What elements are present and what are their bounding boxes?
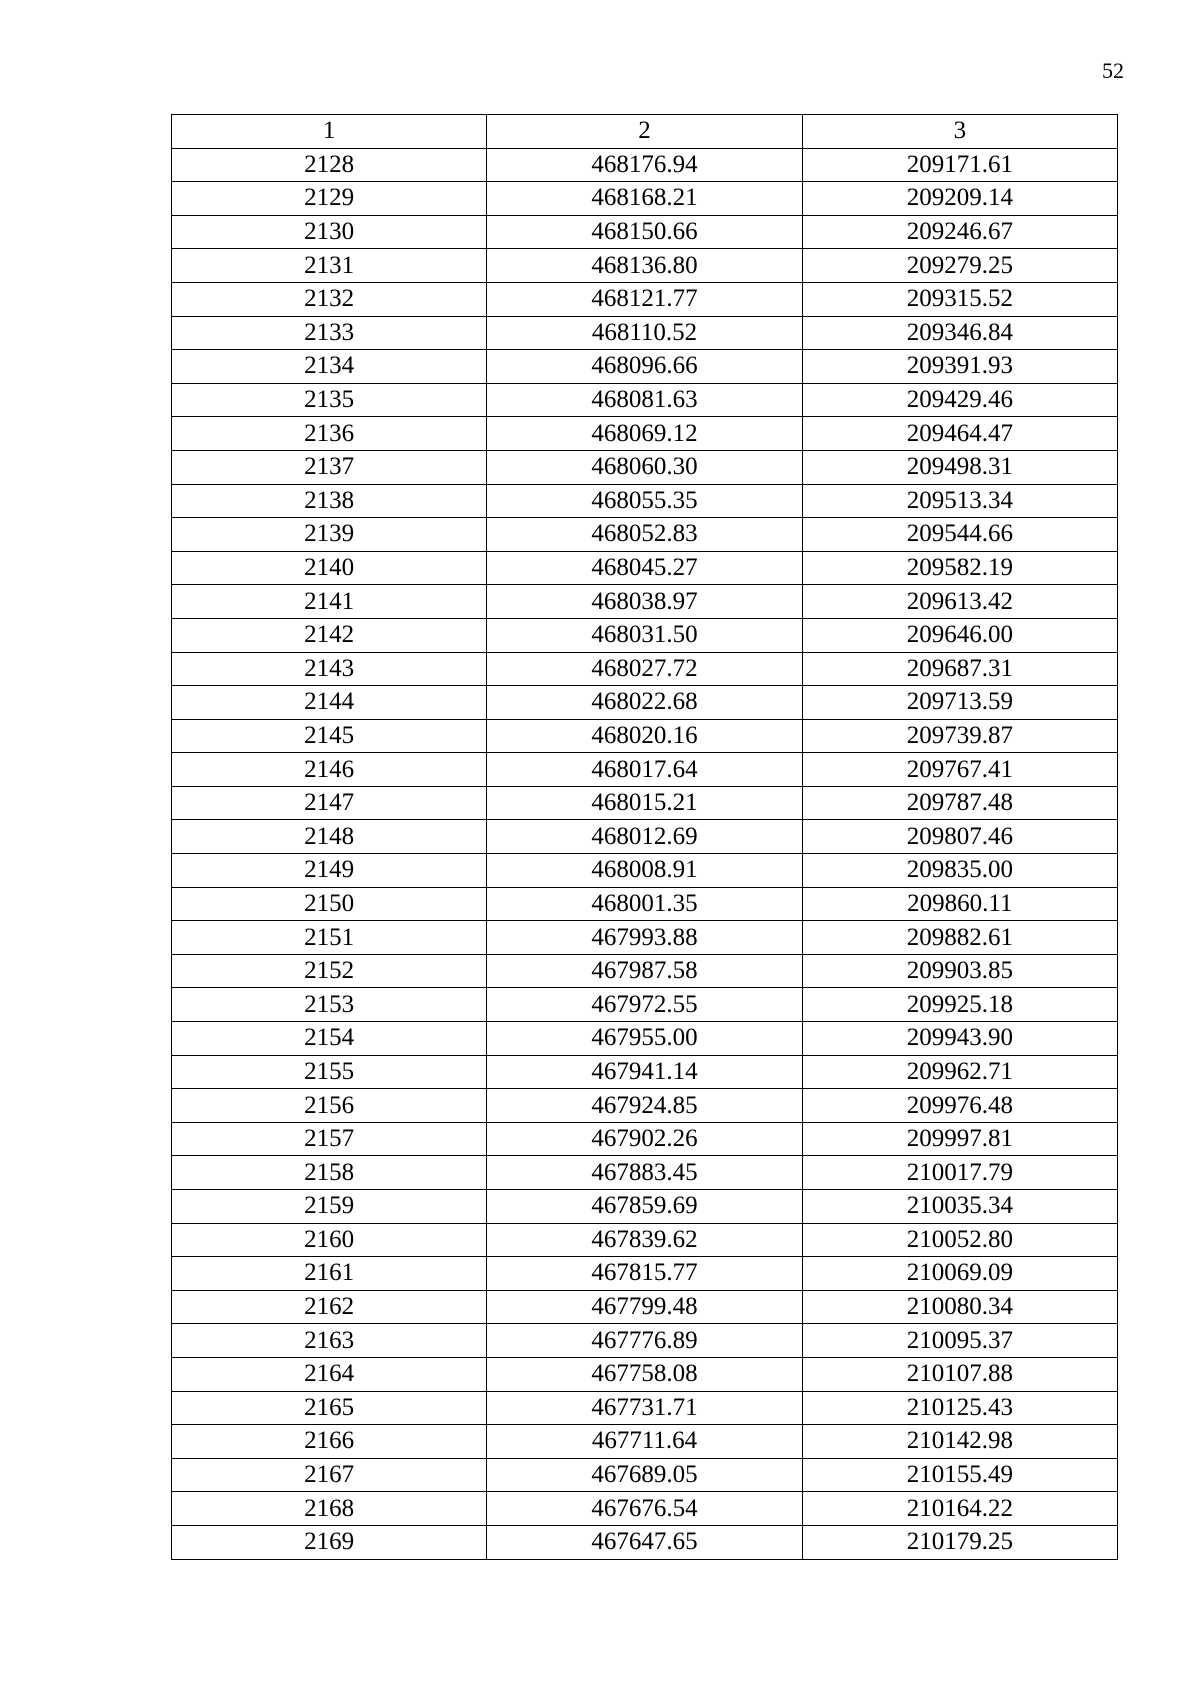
x-coordinate-cell: 467776.89 <box>487 1324 802 1358</box>
table-row <box>172 988 1118 1022</box>
table-row <box>172 786 1118 820</box>
y-coordinate-cell: 210017.79 <box>802 1156 1117 1190</box>
y-coordinate-cell: 209713.59 <box>802 686 1117 720</box>
x-coordinate-cell: 467839.62 <box>487 1223 802 1257</box>
y-coordinate-cell: 209687.31 <box>802 652 1117 686</box>
y-coordinate-cell: 209976.48 <box>802 1089 1117 1123</box>
table-row <box>172 1458 1118 1492</box>
point-number-cell: 2128 <box>172 148 487 182</box>
y-coordinate-cell: 210155.49 <box>802 1458 1117 1492</box>
table-row <box>172 1290 1118 1324</box>
x-coordinate-cell: 468069.12 <box>487 417 802 451</box>
y-coordinate-cell: 209279.25 <box>802 249 1117 283</box>
table-row <box>172 484 1118 518</box>
table-row <box>172 350 1118 384</box>
y-coordinate-cell: 210080.34 <box>802 1290 1117 1324</box>
x-coordinate-cell: 468012.69 <box>487 820 802 854</box>
x-coordinate-cell: 468017.64 <box>487 753 802 787</box>
y-coordinate-cell: 209835.00 <box>802 854 1117 888</box>
table-row <box>172 1022 1118 1056</box>
y-coordinate-cell: 210107.88 <box>802 1357 1117 1391</box>
y-coordinate-cell: 209807.46 <box>802 820 1117 854</box>
header-cell: 3 <box>802 115 1117 149</box>
y-coordinate-cell: 209582.19 <box>802 551 1117 585</box>
x-coordinate-cell: 468045.27 <box>487 551 802 585</box>
table-row <box>172 282 1118 316</box>
point-number-cell: 2166 <box>172 1425 487 1459</box>
point-number-cell: 2151 <box>172 921 487 955</box>
point-number-cell: 2134 <box>172 350 487 384</box>
x-coordinate-cell: 467955.00 <box>487 1022 802 1056</box>
header-cell: 1 <box>172 115 487 149</box>
y-coordinate-cell: 209498.31 <box>802 450 1117 484</box>
y-coordinate-cell: 209391.93 <box>802 350 1117 384</box>
point-number-cell: 2167 <box>172 1458 487 1492</box>
x-coordinate-cell: 467993.88 <box>487 921 802 955</box>
y-coordinate-cell: 210179.25 <box>802 1525 1117 1559</box>
x-coordinate-cell: 468096.66 <box>487 350 802 384</box>
point-number-cell: 2142 <box>172 618 487 652</box>
table-row <box>172 652 1118 686</box>
point-number-cell: 2155 <box>172 1055 487 1089</box>
point-number-cell: 2139 <box>172 518 487 552</box>
y-coordinate-cell: 209429.46 <box>802 383 1117 417</box>
x-coordinate-cell: 468020.16 <box>487 719 802 753</box>
table-row <box>172 686 1118 720</box>
y-coordinate-cell: 209544.66 <box>802 518 1117 552</box>
table-row <box>172 1055 1118 1089</box>
point-number-cell: 2159 <box>172 1190 487 1224</box>
x-coordinate-cell: 467883.45 <box>487 1156 802 1190</box>
table-row <box>172 820 1118 854</box>
point-number-cell: 2150 <box>172 887 487 921</box>
x-coordinate-cell: 468052.83 <box>487 518 802 552</box>
point-number-cell: 2165 <box>172 1391 487 1425</box>
y-coordinate-cell: 210069.09 <box>802 1257 1117 1291</box>
x-coordinate-cell: 468038.97 <box>487 585 802 619</box>
x-coordinate-cell: 467731.71 <box>487 1391 802 1425</box>
table-row <box>172 1190 1118 1224</box>
x-coordinate-cell: 468081.63 <box>487 383 802 417</box>
point-number-cell: 2135 <box>172 383 487 417</box>
x-coordinate-cell: 468121.77 <box>487 282 802 316</box>
x-coordinate-cell: 467924.85 <box>487 1089 802 1123</box>
table-row <box>172 887 1118 921</box>
x-coordinate-cell: 467647.65 <box>487 1525 802 1559</box>
point-number-cell: 2156 <box>172 1089 487 1123</box>
y-coordinate-cell: 209962.71 <box>802 1055 1117 1089</box>
header-cell: 2 <box>487 115 802 149</box>
x-coordinate-cell: 467941.14 <box>487 1055 802 1089</box>
point-number-cell: 2146 <box>172 753 487 787</box>
point-number-cell: 2160 <box>172 1223 487 1257</box>
table-row <box>172 1122 1118 1156</box>
table-row <box>172 854 1118 888</box>
y-coordinate-cell: 209646.00 <box>802 618 1117 652</box>
y-coordinate-cell: 209513.34 <box>802 484 1117 518</box>
y-coordinate-cell: 210164.22 <box>802 1492 1117 1526</box>
point-number-cell: 2148 <box>172 820 487 854</box>
x-coordinate-cell: 468055.35 <box>487 484 802 518</box>
x-coordinate-cell: 467799.48 <box>487 1290 802 1324</box>
x-coordinate-cell: 468110.52 <box>487 316 802 350</box>
table-row <box>172 551 1118 585</box>
x-coordinate-cell: 467859.69 <box>487 1190 802 1224</box>
point-number-cell: 2163 <box>172 1324 487 1358</box>
point-number-cell: 2157 <box>172 1122 487 1156</box>
table-row <box>172 182 1118 216</box>
y-coordinate-cell: 209209.14 <box>802 182 1117 216</box>
y-coordinate-cell: 210035.34 <box>802 1190 1117 1224</box>
table-row <box>172 417 1118 451</box>
point-number-cell: 2137 <box>172 450 487 484</box>
x-coordinate-cell: 468027.72 <box>487 652 802 686</box>
table-header <box>172 115 1118 149</box>
table-row <box>172 1492 1118 1526</box>
x-coordinate-cell: 468136.80 <box>487 249 802 283</box>
table-row <box>172 1391 1118 1425</box>
x-coordinate-cell: 468176.94 <box>487 148 802 182</box>
point-number-cell: 2143 <box>172 652 487 686</box>
table-row <box>172 1324 1118 1358</box>
point-number-cell: 2129 <box>172 182 487 216</box>
table-row <box>172 1257 1118 1291</box>
point-number-cell: 2158 <box>172 1156 487 1190</box>
x-coordinate-cell: 467972.55 <box>487 988 802 1022</box>
table-row <box>172 1089 1118 1123</box>
x-coordinate-cell: 467676.54 <box>487 1492 802 1526</box>
y-coordinate-cell: 209997.81 <box>802 1122 1117 1156</box>
y-coordinate-cell: 209943.90 <box>802 1022 1117 1056</box>
y-coordinate-cell: 209613.42 <box>802 585 1117 619</box>
x-coordinate-cell: 468015.21 <box>487 786 802 820</box>
point-number-cell: 2132 <box>172 282 487 316</box>
point-number-cell: 2161 <box>172 1257 487 1291</box>
table-row <box>172 148 1118 182</box>
point-number-cell: 2130 <box>172 215 487 249</box>
point-number-cell: 2169 <box>172 1525 487 1559</box>
header-row <box>172 115 1118 149</box>
table-row <box>172 450 1118 484</box>
y-coordinate-cell: 209739.87 <box>802 719 1117 753</box>
table-row <box>172 383 1118 417</box>
point-number-cell: 2153 <box>172 988 487 1022</box>
y-coordinate-cell: 210125.43 <box>802 1391 1117 1425</box>
point-number-cell: 2152 <box>172 954 487 988</box>
table-row <box>172 719 1118 753</box>
x-coordinate-cell: 467815.77 <box>487 1257 802 1291</box>
point-number-cell: 2131 <box>172 249 487 283</box>
point-number-cell: 2145 <box>172 719 487 753</box>
table-row <box>172 585 1118 619</box>
point-number-cell: 2136 <box>172 417 487 451</box>
y-coordinate-cell: 209860.11 <box>802 887 1117 921</box>
point-number-cell: 2138 <box>172 484 487 518</box>
y-coordinate-cell: 209903.85 <box>802 954 1117 988</box>
y-coordinate-cell: 210095.37 <box>802 1324 1117 1358</box>
x-coordinate-cell: 467758.08 <box>487 1357 802 1391</box>
table-row <box>172 215 1118 249</box>
table-row <box>172 249 1118 283</box>
x-coordinate-cell: 468031.50 <box>487 618 802 652</box>
x-coordinate-cell: 467987.58 <box>487 954 802 988</box>
x-coordinate-cell: 467711.64 <box>487 1425 802 1459</box>
x-coordinate-cell: 468008.91 <box>487 854 802 888</box>
table-row <box>172 753 1118 787</box>
y-coordinate-cell: 209246.67 <box>802 215 1117 249</box>
page-number: 52 <box>1102 58 1124 83</box>
y-coordinate-cell: 209315.52 <box>802 282 1117 316</box>
table-row <box>172 618 1118 652</box>
y-coordinate-cell: 209787.48 <box>802 786 1117 820</box>
y-coordinate-cell: 209925.18 <box>802 988 1117 1022</box>
point-number-cell: 2154 <box>172 1022 487 1056</box>
coordinates-table <box>171 114 1118 1560</box>
x-coordinate-cell: 468001.35 <box>487 887 802 921</box>
table-row <box>172 1156 1118 1190</box>
y-coordinate-cell: 210052.80 <box>802 1223 1117 1257</box>
y-coordinate-cell: 209882.61 <box>802 921 1117 955</box>
table-row <box>172 921 1118 955</box>
y-coordinate-cell: 209171.61 <box>802 148 1117 182</box>
table-row <box>172 1357 1118 1391</box>
x-coordinate-cell: 467902.26 <box>487 1122 802 1156</box>
table-row <box>172 954 1118 988</box>
table-row <box>172 1223 1118 1257</box>
y-coordinate-cell: 210142.98 <box>802 1425 1117 1459</box>
point-number-cell: 2168 <box>172 1492 487 1526</box>
y-coordinate-cell: 209464.47 <box>802 417 1117 451</box>
point-number-cell: 2133 <box>172 316 487 350</box>
point-number-cell: 2147 <box>172 786 487 820</box>
point-number-cell: 2144 <box>172 686 487 720</box>
table-body <box>172 148 1118 1559</box>
table-row <box>172 518 1118 552</box>
table-row <box>172 316 1118 350</box>
x-coordinate-cell: 467689.05 <box>487 1458 802 1492</box>
y-coordinate-cell: 209767.41 <box>802 753 1117 787</box>
table-row <box>172 1525 1118 1559</box>
point-number-cell: 2149 <box>172 854 487 888</box>
x-coordinate-cell: 468060.30 <box>487 450 802 484</box>
table-row <box>172 1425 1118 1459</box>
y-coordinate-cell: 209346.84 <box>802 316 1117 350</box>
x-coordinate-cell: 468168.21 <box>487 182 802 216</box>
point-number-cell: 2164 <box>172 1357 487 1391</box>
point-number-cell: 2140 <box>172 551 487 585</box>
point-number-cell: 2162 <box>172 1290 487 1324</box>
x-coordinate-cell: 468150.66 <box>487 215 802 249</box>
x-coordinate-cell: 468022.68 <box>487 686 802 720</box>
point-number-cell: 2141 <box>172 585 487 619</box>
